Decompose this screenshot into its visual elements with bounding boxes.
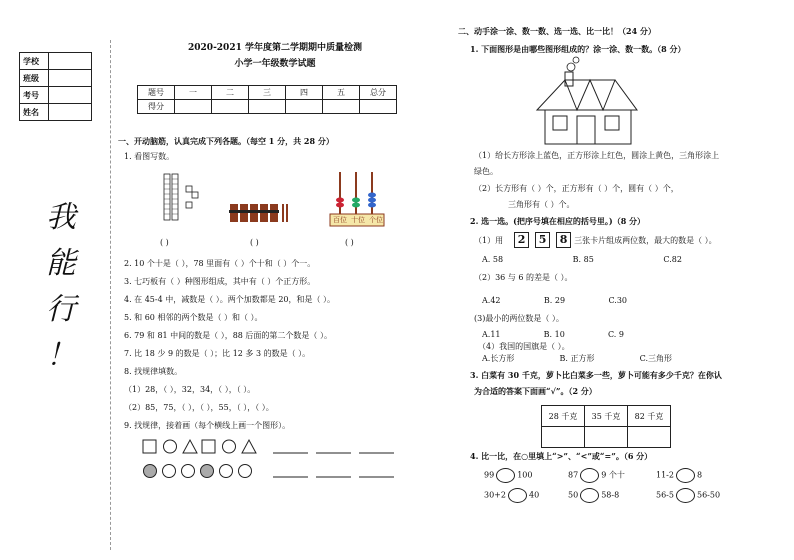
q3-text: 3. 七巧板有（ ）种图形组成，其中有（ ）个正方形。 — [124, 277, 316, 286]
compare-item — [484, 468, 568, 483]
compare-right: 100 — [517, 470, 533, 480]
compare-left: 50 — [568, 490, 579, 500]
weight-option: 35 千克 — [585, 406, 628, 427]
house-illustration — [535, 56, 645, 148]
compare-circle[interactable] — [580, 488, 599, 503]
option[interactable]: C.82 — [663, 255, 682, 264]
score-header: 一 — [175, 86, 212, 100]
score-cell[interactable] — [212, 100, 249, 114]
student-info-table — [19, 52, 92, 121]
score-header: 三 — [249, 86, 286, 100]
score-header: 题号 — [138, 86, 175, 100]
score-cell[interactable] — [175, 100, 212, 114]
compare-row — [484, 488, 734, 503]
slogan-char: 我 — [46, 200, 76, 235]
score-header: 五 — [323, 86, 360, 100]
s2-q3-text: 3. 白菜有 30 千克，萝卜比白菜多一些，萝卜可能有多少千克？在你认 — [470, 370, 722, 380]
s2-q1a2-text: 绿色。 — [474, 167, 498, 176]
s2-q2-3-text: (3)最小的两位数是（ ）。 — [474, 314, 564, 323]
answer-paren[interactable]: ( ) — [160, 238, 169, 247]
s2-q1b-text: （2）长方形有（ ）个，正方形有（ ）个，圆有（ ）个， — [474, 184, 679, 193]
section2-heading: 二、动手涂一涂、数一数、选一选、比一比！（24 分） — [458, 26, 656, 36]
exam-subtitle: 小学一年级数学试题 — [234, 59, 316, 69]
option[interactable]: B. 85 — [572, 255, 594, 264]
score-header: 四 — [286, 86, 323, 100]
s2-q2-text: 2. 选一选。(把序号填在相应的括号里。)（8 分） — [470, 216, 646, 226]
score-header: 总分 — [360, 86, 397, 100]
compare-circle[interactable] — [496, 468, 515, 483]
compare-row — [484, 468, 734, 483]
option[interactable]: C.30 — [608, 296, 627, 305]
compare-right: 56-50 — [696, 490, 721, 500]
q8a-text: （1）28，（ ），32，34，（ ），（ ）。 — [124, 385, 256, 394]
option[interactable]: C. 9 — [607, 330, 624, 339]
compare-left: 87 — [568, 470, 579, 480]
abacus-label: 十位 — [351, 216, 365, 224]
s2-q2-1-prefix: （1）用 — [474, 235, 504, 245]
q8-text: 8. 找规律填数。 — [124, 367, 183, 376]
info-label: 姓名 — [20, 104, 49, 121]
exam-title: 2020-2021 学年度第二学期期中质量检测 — [188, 43, 362, 53]
slogan-char: ！ — [46, 338, 76, 373]
compare-circle[interactable] — [676, 488, 695, 503]
q2-text: 2. 10 个十是（ ），78 里面有（ ）个十和（ ）个一。 — [124, 259, 316, 268]
abacus-label: 个位 — [369, 216, 383, 224]
weight-option: 28 千克 — [542, 406, 585, 427]
score-cell[interactable] — [286, 100, 323, 114]
compare-right: 9 个十 — [601, 470, 625, 480]
weight-option: 82 千克 — [628, 406, 671, 427]
score-cell[interactable] — [323, 100, 360, 114]
slogan — [44, 195, 78, 379]
slogan-char: 行 — [46, 292, 76, 327]
info-value[interactable] — [49, 87, 92, 104]
compare-item — [568, 468, 656, 483]
q6-text: 6. 79 和 81 中间的数是（ ），88 后面的第二个数是（ ）。 — [124, 331, 332, 340]
s2-q2-4-options — [482, 353, 672, 364]
s2-q2-1-options — [482, 255, 682, 264]
option[interactable]: B. 29 — [543, 296, 566, 305]
s2-q1b2-text: 三角形有（ ）个。 — [508, 200, 575, 209]
s2-q2-2-options — [482, 296, 627, 305]
score-cell[interactable] — [360, 100, 397, 114]
binding-line — [110, 40, 111, 550]
number-card: 8 — [556, 232, 571, 248]
compare-circle[interactable] — [508, 488, 527, 503]
compare-item — [656, 488, 734, 503]
s2-q2-3-options — [482, 330, 624, 339]
compare-circle[interactable] — [580, 468, 599, 483]
compare-left: 11-2 — [656, 470, 674, 480]
info-label: 考号 — [20, 87, 49, 104]
compare-item — [656, 468, 734, 483]
check-cell[interactable] — [628, 427, 671, 448]
s2-q2-1-line — [474, 232, 717, 248]
number-card: 5 — [535, 232, 550, 248]
compare-item — [568, 488, 656, 503]
abacus-label: 百位 — [333, 216, 347, 224]
option[interactable]: B. 正方形 — [559, 354, 595, 363]
info-value[interactable] — [49, 70, 92, 87]
s2-q3b-text: 为合适的答案下面画“√”。（2 分） — [474, 386, 597, 396]
option[interactable]: B. 10 — [543, 330, 565, 339]
answer-paren[interactable]: ( ) — [250, 238, 259, 247]
compare-item — [484, 488, 568, 503]
check-cell[interactable] — [585, 427, 628, 448]
compare-left: 30+2 — [484, 490, 506, 500]
stick-bundles-illustration — [229, 204, 288, 222]
ten-rods-illustration — [164, 174, 198, 220]
score-row-label: 得分 — [138, 100, 175, 114]
info-label: 学校 — [20, 53, 49, 70]
section1-heading: 一、开动脑筋，认真完成下列各题。（每空 1 分，共 28 分） — [118, 136, 334, 146]
option[interactable]: A.11 — [482, 330, 501, 339]
s2-q2-2-text: （2）36 与 6 的差是（ ）。 — [474, 273, 573, 282]
info-value[interactable] — [49, 53, 92, 70]
compare-right: 8 — [696, 470, 703, 480]
compare-right: 58-8 — [601, 490, 620, 500]
s2-q2-1-suffix: 三张卡片组成两位数，最大的数是（ ）。 — [574, 235, 717, 245]
slogan-char: 能 — [46, 246, 76, 281]
score-cell[interactable] — [249, 100, 286, 114]
weights-table — [541, 405, 671, 448]
compare-left: 56-5 — [656, 490, 674, 500]
pattern-shapes — [140, 437, 400, 481]
q9-text: 9. 找规律，接着画（每个横线上画一个图形）。 — [124, 421, 291, 430]
score-table — [137, 85, 397, 114]
s2-q2-4-text: （4）我国的国旗是（ ）。 — [478, 342, 570, 351]
answer-paren[interactable]: ( ) — [345, 238, 354, 247]
q8b-text: （2）85，75，（ ），（ ），55，（ ），（ ）。 — [124, 403, 274, 412]
info-value[interactable] — [49, 104, 92, 121]
s2-q1a-text: （1）给长方形涂上蓝色，正方形涂上红色，圆涂上黄色，三角形涂上 — [474, 151, 720, 160]
option[interactable]: C.三角形 — [639, 354, 672, 363]
compare-circle[interactable] — [676, 468, 695, 483]
option[interactable]: A.42 — [482, 296, 501, 305]
abacus-labels — [331, 215, 385, 225]
compare-right: 40 — [528, 490, 540, 500]
q4-text: 4. 在 45-4 中，减数是（ ）。两个加数都是 20，和是（ ）。 — [124, 295, 336, 304]
q7-text: 7. 比 18 少 9 的数是（ ）；比 12 多 3 的数是（ ）。 — [124, 349, 311, 358]
s2-q1-text: 1. 下面图形是由哪些图形组成的？涂一涂、数一数。（8 分） — [470, 44, 686, 54]
number-card: 2 — [514, 232, 529, 248]
q1-text: 1. 看图写数。 — [124, 152, 175, 161]
s2-q4-text: 4. 比一比，在○里填上“>”、“<”或“=”。（6 分） — [470, 451, 653, 461]
score-header: 二 — [212, 86, 249, 100]
compare-left: 99 — [484, 470, 495, 480]
q5-text: 5. 和 60 相邻的两个数是（ ）和（ ）。 — [124, 313, 263, 322]
option[interactable]: A.长方形 — [482, 354, 515, 363]
check-cell[interactable] — [542, 427, 585, 448]
option[interactable]: A. 58 — [482, 255, 504, 264]
info-label: 班级 — [20, 70, 49, 87]
